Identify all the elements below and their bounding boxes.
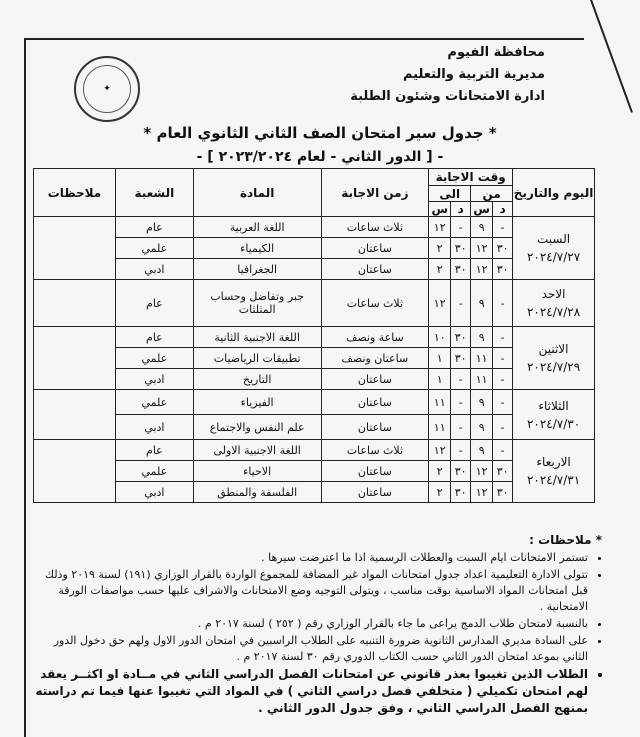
subject-cell: الجغرافيا [193,259,321,280]
to-minutes: - [451,369,471,390]
branch-cell: ادبي [115,259,193,280]
from-hours: ١٢ [471,259,493,280]
to-minutes: - [451,415,471,440]
notes-cell [34,327,116,390]
subject-cell: اللغة العربية [193,217,321,238]
branch-cell: عام [115,327,193,348]
note-item: • الطلاب الذين تغيبوا بعذر قانوني عن امتحانات الفصل الدراسي الثاني في مــادة او اكثــر يعقد لهم امتحان تكميلي ( متخلفي فصل دراسي الثاني ) في المواد التي تغيبوا عنها فيما تم دراسته بمنهج الفصل الدراسي الثاني ، وفق جدول الدور الثاني . [30,666,588,717]
to-hours: ١١ [429,390,451,415]
from-hours: ١١ [471,369,493,390]
subject-cell: اللغة الاجنبية الثانية [193,327,321,348]
subject-cell: الكيمياء [193,238,321,259]
from-minutes: ٣٠ [493,259,513,280]
duration-cell: ساعتان [321,259,429,280]
from-minutes: ٣٠ [493,461,513,482]
table-row [34,327,595,348]
day-cell: الاثنين ٢٠٢٤/٧/٢٩ [513,327,595,390]
to-hours: ٢ [429,461,451,482]
table-row [34,238,595,259]
header-answer-time: وقت الاجابة [429,169,513,186]
note-item: • بالنسبة لامتحان طلاب الدمج يراعى ما جاء بالقرار الوزاري رقم ( ٢٥٢ ) لسنة ٢٠١٧ م . [30,616,588,632]
from-hours: ٩ [471,327,493,348]
from-minutes: ٣٠ [493,482,513,503]
from-hours: ١٢ [471,461,493,482]
branch-cell: علمي [115,348,193,369]
table-row [34,415,595,440]
from-hours: ١٢ [471,482,493,503]
from-hours: ١٢ [471,238,493,259]
table-row [34,461,595,482]
to-hours: ١٠ [429,327,451,348]
notes-cell [34,217,116,280]
to-hours: ٢ [429,238,451,259]
duration-cell: ساعتان [321,390,429,415]
to-minutes: ٣٠ [451,259,471,280]
header-from: من [471,186,513,202]
subject-cell: التاريخ [193,369,321,390]
day-cell: الاربعاء ٢٠٢٤/٧/٣١ [513,440,595,503]
to-hours: ١٢ [429,280,451,327]
header-subject: المادة [193,169,321,217]
to-hours: ١١ [429,415,451,440]
notes-title: * ملاحظات : [529,533,602,547]
subject-cell: تطبيقات الرياضيات [193,348,321,369]
branch-cell: علمي [115,390,193,415]
from-minutes: - [493,217,513,238]
notes-cell [34,390,116,440]
to-minutes: ٣٠ [451,348,471,369]
table-row [34,259,595,280]
branch-cell: ادبي [115,482,193,503]
day-cell: الثلاثاء ٢٠٢٤/٧/٣٠ [513,390,595,440]
subject-cell: علم النفس والاجتماع [193,415,321,440]
table-row [34,280,595,327]
from-minutes: - [493,390,513,415]
from-minutes: - [493,280,513,327]
day-cell: السبت ٢٠٢٤/٧/٢٧ [513,217,595,280]
to-minutes: ٣٠ [451,482,471,503]
ministry-seal-icon: ✦ [74,56,140,122]
duration-cell: ثلاث ساعات [321,440,429,461]
duration-cell: ساعتان [321,238,429,259]
table-row [34,390,595,415]
document-subtitle: - [ الدور الثاني - لعام ٢٠٢٣/٢٠٢٤ ] - [196,149,444,165]
branch-cell: ادبي [115,369,193,390]
branch-cell: عام [115,280,193,327]
note-item: • على السادة مديري المدارس الثانوية ضرورة التنبيه على الطلاب الراسبين في امتحان الدور الاول ولهم حق دخول الدور الثاني بموعد امتحان الدور الثاني حسب الكتاب الدوري رقم ٣٠ لسنة ٢٠١٧ م . [30,633,588,665]
document-title: * جدول سير امتحان الصف الثاني الثانوي العام * [143,124,497,142]
from-hours: ٩ [471,217,493,238]
notes-cell [34,280,116,327]
header-from-minutes: د [493,202,513,217]
to-minutes: - [451,217,471,238]
duration-cell: ساعتان [321,482,429,503]
subject-cell: الفلسفة والمنطق [193,482,321,503]
from-hours: ٩ [471,390,493,415]
branch-cell: عام [115,217,193,238]
subject-cell: الفيزياء [193,390,321,415]
to-minutes: ٣٠ [451,238,471,259]
exam-schedule-table [33,168,595,503]
page-border-right [590,0,633,113]
from-minutes: - [493,415,513,440]
table-row [34,369,595,390]
to-minutes: - [451,280,471,327]
to-hours: ١ [429,369,451,390]
subject-cell: جبر وتفاضل وحساب المثلثات [193,280,321,327]
header-day-date: اليوم والتاريخ [513,169,595,217]
to-hours: ٢ [429,259,451,280]
table-row [34,217,595,238]
branch-cell: علمي [115,238,193,259]
table-row [34,440,595,461]
to-hours: ٢ [429,482,451,503]
from-minutes: - [493,327,513,348]
header-from-hours: س [471,202,493,217]
day-cell: الاحد ٢٠٢٤/٧/٢٨ [513,280,595,327]
to-hours: ١ [429,348,451,369]
department-label: ادارة الامتحانات وشئون الطلبة [350,89,545,104]
duration-cell: ثلاث ساعات [321,280,429,327]
to-minutes: ٣٠ [451,327,471,348]
note-item: • تتولى الادارة التعليمية اعداد جدول امتحانات المواد غير المضافة للمجموع الواردة بالقرار الوزاري (١٩١) لسنة ٢٠١٩ وذلك قبل امتحانات المواد الاساسية بوقت مناسب ، ويتولى التوجيه وضع الامتحانات والاشراف عليها حسب مواصفات الورقة الامتحانية . [30,567,588,615]
duration-cell: ساعة ونصف [321,327,429,348]
header-to: الى [429,186,471,202]
table-row [34,482,595,503]
from-hours: ١١ [471,348,493,369]
to-minutes: - [451,440,471,461]
subject-cell: الاحياء [193,461,321,482]
page-border-top [24,38,584,40]
duration-cell: ساعتان [321,369,429,390]
header-to-minutes: د [451,202,471,217]
duration-cell: ساعتان ونصف [321,348,429,369]
branch-cell: علمي [115,461,193,482]
governorate-label: محافظة الفيوم [447,45,545,60]
from-minutes: - [493,369,513,390]
from-minutes: - [493,348,513,369]
from-minutes: - [493,440,513,461]
notes-cell [34,440,116,503]
duration-cell: ساعتان [321,461,429,482]
directorate-label: مديرية التربية والتعليم [402,67,545,82]
from-hours: ٩ [471,415,493,440]
to-minutes: ٣٠ [451,461,471,482]
duration-cell: ثلاث ساعات [321,217,429,238]
note-item: • تستمر الامتحانات ايام السبت والعطلات الرسمية اذا ما اعترضت سيرها . [30,550,588,566]
subject-cell: اللغة الاجنبية الاولى [193,440,321,461]
notes-list [30,550,602,717]
from-minutes: ٣٠ [493,238,513,259]
branch-cell: عام [115,440,193,461]
from-hours: ٩ [471,280,493,327]
header-duration: زمن الاجابة [321,169,429,217]
letterhead [350,42,545,108]
header-notes: ملاحظات [34,169,116,217]
header-branch: الشعبة [115,169,193,217]
branch-cell: ادبي [115,415,193,440]
duration-cell: ساعتان [321,415,429,440]
to-hours: ١٢ [429,217,451,238]
table-row [34,348,595,369]
page-border-left [24,38,26,737]
from-hours: ٩ [471,440,493,461]
notes-section [30,532,602,718]
header-to-hours: س [429,202,451,217]
to-hours: ١٢ [429,440,451,461]
to-minutes: - [451,390,471,415]
